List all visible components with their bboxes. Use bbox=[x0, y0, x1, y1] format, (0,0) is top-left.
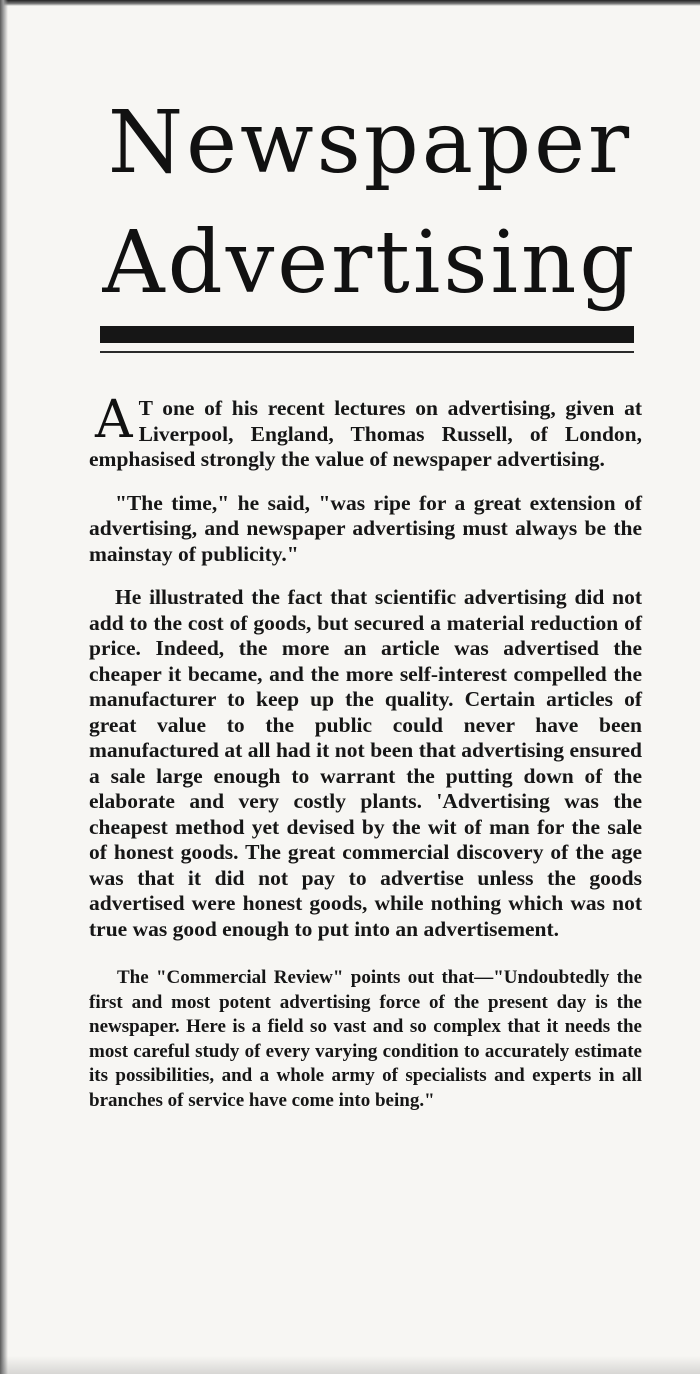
article-paragraph-3: He illustrated the fact that scientific advertising did not add to the cost of goods, but secured a material reduction of price. Indeed, the more an article was advertised the cheaper it became, and the more self-interest compelled the manufacturer to keep up the quality. Certain articles of great value to the public could never have been manufactured at all had it not been that advertising ensured a sale large enough to warrant the putting down of the elaborate and very costly plants. 'Advertising was the cheapest method yet devised by the wit of man for the sale of honest goods. The great commercial discovery of the age was that it did not pay to advertise unless the goods advertised were honest goods, while nothing which was not true was good enough to put into an advertisement. bbox=[89, 585, 642, 941]
scan-bottom-edge bbox=[0, 1356, 700, 1374]
headline-rule-thin bbox=[100, 351, 634, 353]
headline-line-1: Newspaper bbox=[107, 93, 633, 193]
article-paragraph-2: "The time," he said, "was ripe for a great extension of advertising, and newspaper advertising must always be the mainstay of publicity." bbox=[89, 490, 642, 566]
scan-left-edge bbox=[0, 0, 8, 1374]
article-body bbox=[89, 390, 642, 1114]
article-paragraph-1 bbox=[89, 390, 642, 473]
drop-cap: A bbox=[95, 390, 133, 450]
headline-line-2: Advertising bbox=[102, 213, 638, 313]
article-paragraph-4: The "Commercial Review" points out that—"Undoubtedly the first and most potent advertising force of the present day is the newspaper. Here is a field so vast and so complex that it needs the most careful study of every varying condition to accurately estimate its possibilities, and a whole army of specialists and experts in all branches of service have come into being." bbox=[89, 967, 642, 1111]
scan-top-edge bbox=[0, 0, 700, 6]
headline-rule-thick bbox=[100, 326, 634, 343]
paragraph-1-text: T one of his recent lectures on advertising, given at Liverpool, England, Thomas Russell, of London, emphasised strongly the value of newspaper advertising. bbox=[89, 396, 642, 471]
